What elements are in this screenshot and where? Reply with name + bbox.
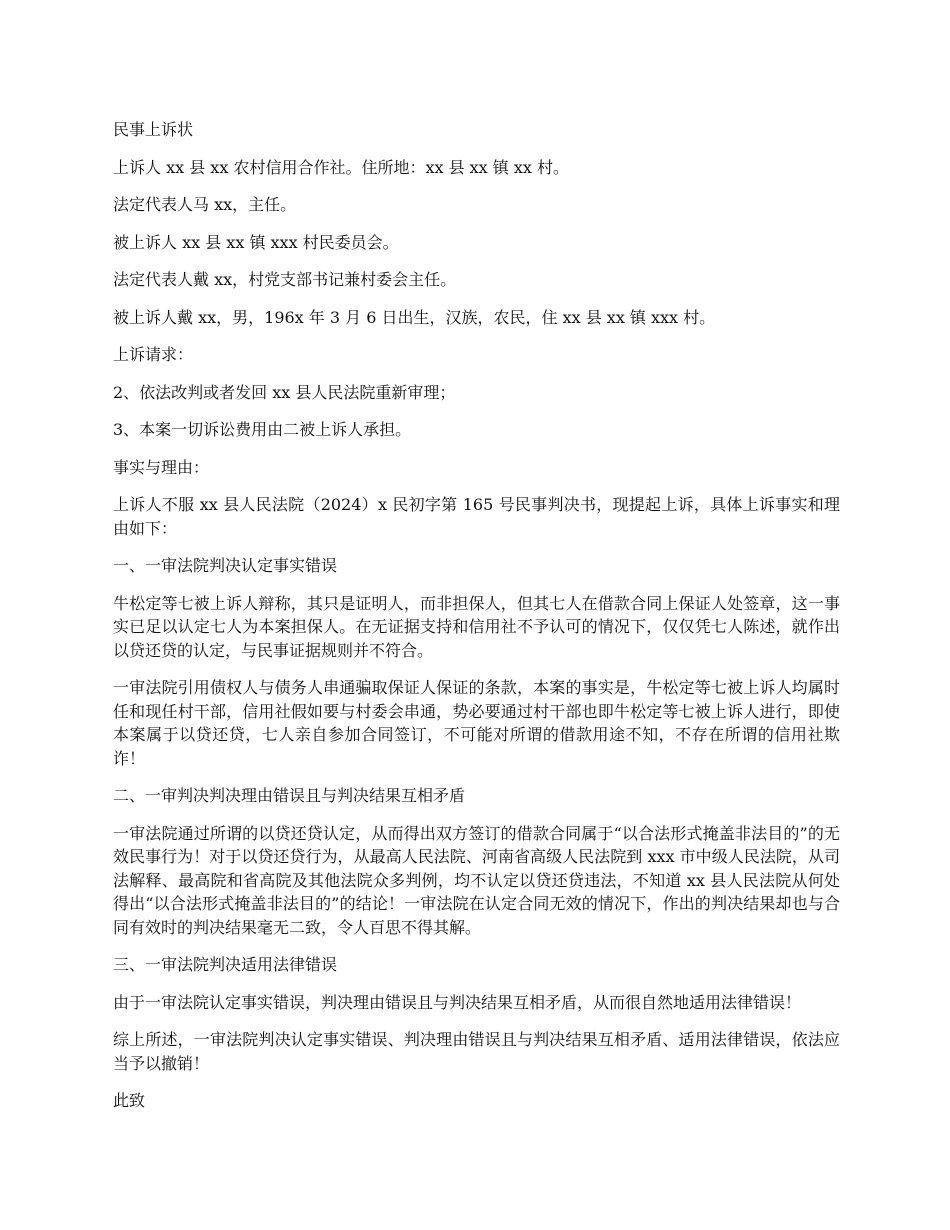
appeal-request-item: 3、本案一切诉讼费用由二被上诉人承担。 bbox=[113, 420, 412, 439]
appeal-request-heading: 上诉请求： bbox=[113, 345, 194, 364]
appellant-paragraph: 上诉人 xx 县 xx 农村信用合作社。住所地：xx 县 xx 镇 xx 村。 bbox=[113, 157, 570, 177]
section-heading: 二、一审判决判决理由错误且与判决结果互相矛盾 bbox=[113, 786, 466, 805]
body-paragraph: 一审法院引用债权人与债务人串通骗取保证人保证的条款，本案的事实是，牛松定等七被上诉人均属时任和现任村干部，信用社假如要与村委会串通，势必要通过村干部也即牛松定等七被上诉人进行，即使本案属于以贷还贷，七人亲自参加合同签订，不可能对所谓的借款用途不知，不存在所谓的信用社欺诈！ bbox=[113, 678, 840, 768]
document-page bbox=[113, 118, 840, 1127]
appellee-representative-paragraph: 法定代表人戴 xx，村党支部书记兼村委会主任。 bbox=[113, 270, 457, 289]
body-paragraph: 上诉人不服 xx 县人民法院（2024）x 民初字第 165 号民事判决书，现提起上诉，具体上诉事实和理由如下： bbox=[113, 495, 840, 538]
body-paragraph: 牛松定等七被上诉人辩称，其只是证明人，而非担保人，但其七人在借款合同上保证人处签章，这一事实已足以认定七人为本案担保人。在无证据支持和信用社不予认可的情况下，仅仅凭七人陈述，就作出以贷还贷的认定，与民事证据规则并不符合。 bbox=[113, 593, 840, 660]
appeal-request-item: 2、依法改判或者发回 xx 县人民法院重新审理； bbox=[113, 382, 456, 402]
appellee-person-paragraph: 被上诉人戴 xx，男，196x 年 3 月 6 日出生，汉族，农民，住 xx 县 xx 镇 xxx 村。 bbox=[113, 307, 716, 327]
facts-and-reasons-heading: 事实与理由： bbox=[113, 457, 210, 477]
appellee-committee-paragraph: 被上诉人 xx 县 xx 镇 xxx 村民委员会。 bbox=[113, 232, 399, 252]
legal-representative-paragraph: 法定代表人马 xx，主任。 bbox=[113, 195, 297, 214]
conclusion-paragraph: 综上所述，一审法院判决认定事实错误、判决理由错误且与判决结果互相矛盾、适用法律错误，依法应当予以撤销！ bbox=[113, 1030, 840, 1073]
section-heading: 一、一审法院判决认定事实错误 bbox=[113, 556, 338, 575]
document-title: 民事上诉状 bbox=[113, 120, 194, 139]
closing-salutation: 此致 bbox=[113, 1091, 146, 1110]
section-heading: 三、一审法院判决适用法律错误 bbox=[113, 955, 338, 974]
body-paragraph: 一审法院通过所谓的以贷还贷认定，从而得出双方签订的借款合同属于“以合法形式掩盖非法目的”的无效民事行为！对于以贷还贷行为，从最高人民法院、河南省高级人民法院到 xxx 市中级人民法院，从司法解释、最高院和省高院及其他法院众多判例，均不认定以贷还贷违法，不知道 xx 县人民法院从何处得出“以合法形式掩盖非法目的”的结论！一审法院在认定合同无效的情况下，作出的判决结果却也与合同有效时的判决结果毫无二致，令人百思不得其解。 bbox=[113, 823, 840, 937]
body-paragraph: 由于一审法院认定事实错误，判决理由错误且与判决结果互相矛盾，从而很自然地适用法律错误！ bbox=[113, 992, 802, 1012]
